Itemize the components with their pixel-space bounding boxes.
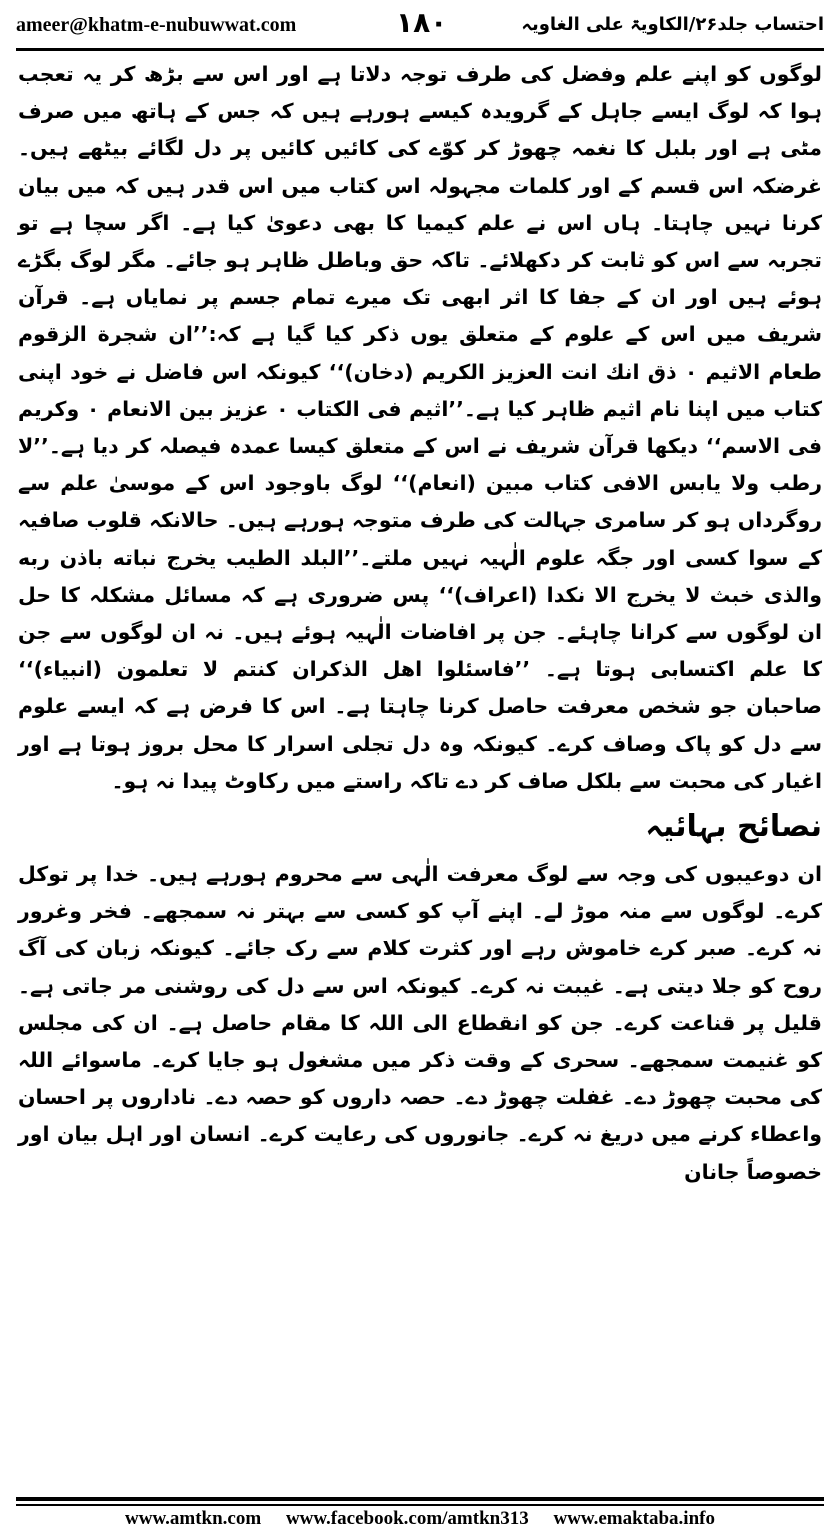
page-footer (16, 1508, 824, 1530)
footer-rule-thick (16, 1497, 824, 1501)
footer-link-amtkn: www.amtkn.com (125, 1508, 262, 1529)
footer-link-facebook: www.facebook.com/amtkn313 (285, 1508, 529, 1529)
book-title: احتساب جلد۲۶/الکاویۃ علی الغاویہ (521, 14, 824, 35)
body-paragraph: لوگوں کو اپنے علم وفضل کی طرف توجہ دلاتا ہے اور اس سے بڑھ کر یہ تعجب ہوا کہ لوگ ایسے جاہل کے گرویدہ کیسے ہورہے ہیں کہ جس کے ہاتھ میں صرف مٹی ہے اور بلبل کا نغمہ چھوڑ کر کوّے کی کائیں کائیں پر دل لگائے بیٹھے ہیں۔ غرضکہ اس قسم کے اور کلمات مجہولہ اس کتاب میں اس قدر ہیں کہ میں بیان کرنا نہیں چاہتا۔ ہاں اس نے علم کیمیا کا بھی دعویٰ کیا ہے۔ اگر سچا ہے تو تجربہ سے اس کو ثابت کر دکھلائے۔ تاکہ حق وباطل ظاہر ہو جائے۔ مگر لوگ بگڑے ہوئے ہیں اور ان کے جفا کا اثر ابھی تک میرے تمام جسم پر نمایاں ہے۔ قرآن شریف میں اس کے علوم کے متعلق یوں ذکر کیا گیا ہے کہ:’’ان شجرة الزقوم طعام الاثیم ۰ ذق انك انت العزیز الكریم (دخان)‘‘ کیونکہ اس فاضل نے خود اپنی کتاب میں اپنا نام اثیم ظاہر کیا ہے۔’’اثیم فی الكتاب ۰ عزیز بین الانعام ۰ وكریم فی الاسم‘‘ دیکھا قرآن شریف نے اس کے متعلق کیسا عمدہ فیصلہ کر دیا ہے۔’’لا رطب ولا یابس الافی كتاب مبین (انعام)‘‘ لوگ باوجود اس کے موسیٰ علم سے روگرداں ہو کر سامری جہالت کی طرف متوجہ ہورہے ہیں۔ حالانکہ قلوب صافیہ کے سوا کسی اور جگہ علوم الٰہیہ نہیں ملتے۔’’البلد الطیب یخرج نباته باذن ربه والذی خبث لا یخرج الا نكدا (اعراف)‘‘ پس ضروری ہے کہ مسائل مشکلہ کا حل ان لوگوں سے کرانا چاہئے۔ جن پر افاضات الٰہیہ ہوئے ہیں۔ نہ ان لوگوں سے جن کا علم اکتسابی ہوتا ہے۔ ’’فاسئلوا اهل الذكران كنتم لا تعلمون (انبیاء)‘‘ صاحبان جو شخص معرفت حاصل کرنا چاہتا ہے۔ اس کا فرض ہے کہ ایسے علوم سے دل کو پاک وصاف کرے۔ کیونکہ وہ دل تجلی اسرار کا محل بروز ہوتا ہے اور اغیار کی محبت سے بلکل صاف کر دے تاکہ راستے میں رکاوٹ پیدا نہ ہو۔ (18, 62, 822, 793)
footer-rule-thin (16, 1504, 824, 1506)
footer-link-emaktaba: www.emaktaba.info (553, 1508, 715, 1529)
page-number: ۱۸۰ (396, 6, 448, 39)
header-email: ameer@khatm-e-nubuwwat.com (16, 14, 297, 36)
header-rule (16, 48, 824, 51)
body-paragraph: ان دوعیبوں کی وجہ سے لوگ معرفت الٰہی سے محروم ہورہے ہیں۔ خدا پر توکل کرے۔ لوگوں سے منہ موڑ لے۔ اپنے آپ کو کسی سے بہتر نہ سمجھے۔ فخر وغرور نہ کرے۔ صبر کرے خاموش رہے اور کثرت کلام سے رک جائے۔ کیونکہ زبان کی آگ روح کو جلا دیتی ہے۔ غیبت نہ کرے۔ کیونکہ اس سے دل کی روشنی مر جاتی ہے۔ قلیل پر قناعت کرے۔ جن کو انقطاع الی اللہ کا مقام حاصل ہے۔ ان کی مجلس کو غنیمت سمجھے۔ سحری کے وقت ذکر میں مشغول ہو جایا کرے۔ ماسوائے اللہ کی محبت چھوڑ دے۔ غفلت چھوڑ دے۔ حصہ داروں کو حصہ دے۔ ناداروں پر احسان واعطاء کرنے میں دریغ نہ کرے۔ جانوروں کی رعایت کرے۔ انسان اور اہل بیان اور خصوصاً جانان (18, 862, 822, 1184)
page-body (18, 56, 822, 1191)
page-header (16, 6, 824, 48)
section-heading: نصائح بہائیہ (645, 809, 822, 845)
